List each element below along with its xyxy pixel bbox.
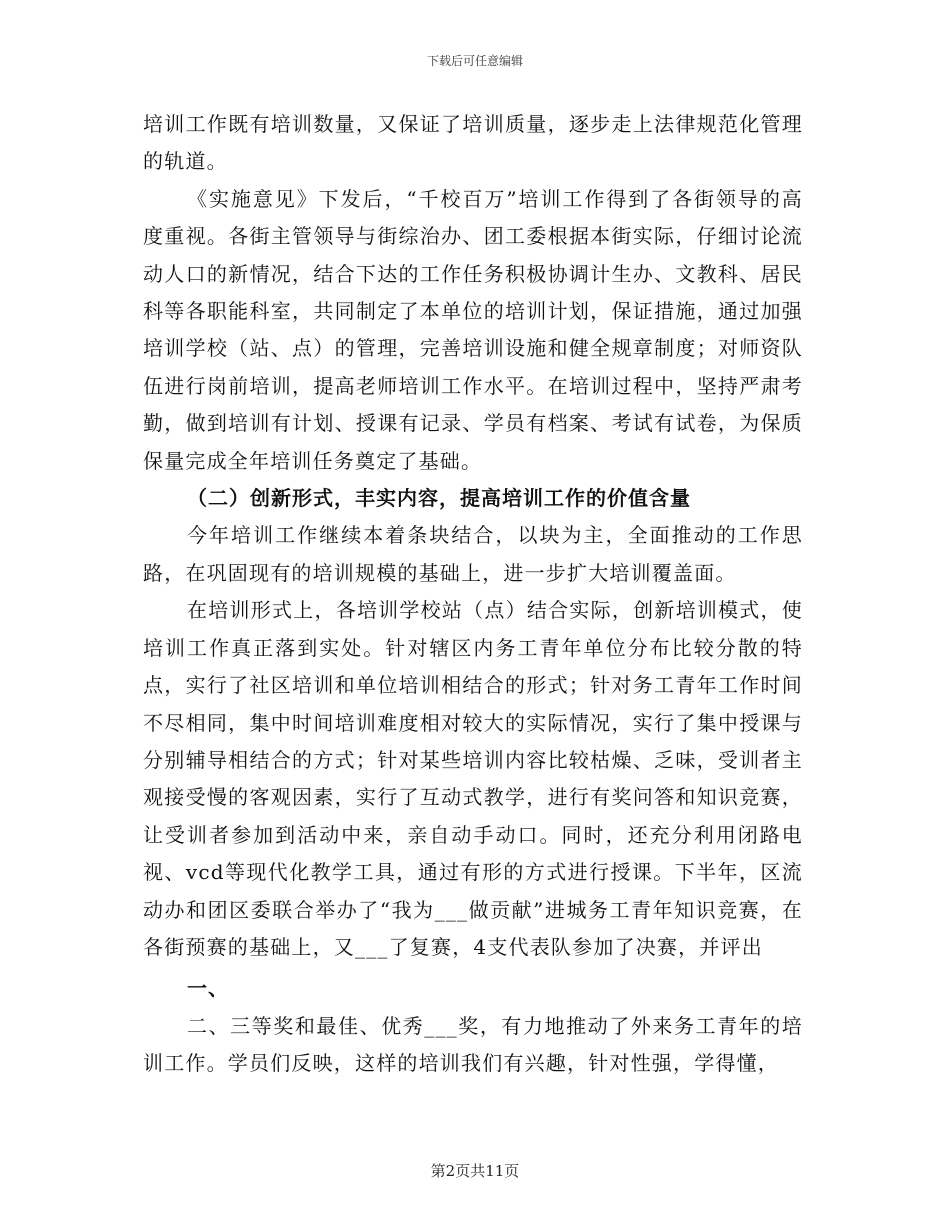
page-number: 第2页共11页 [430,1162,520,1180]
paragraph-continuation: 培训工作既有培训数量，又保证了培训质量，逐步走上法律规范化管理的轨道。 [143,112,803,174]
paragraph-implementation: 《实施意见》下发后，“千校百万”培训工作得到了各街领导的高度重视。各街主管领导与街综治办、团工委根据本街实际，仔细讨论流动人口的新情况，结合下达的工作任务积极协调计生办、文教科、居民科等各职能科室，共同制定了本单位的培训计划，保证措施，通过加强培训学校（站、点）的管理，完善培训设施和健全规章制度；对师资队伍进行岗前培训，提高老师培训工作水平。在培训过程中，坚持严肃考勤，做到培训有计划、授课有记录、学员有档案、考试有试卷，为保质保量完成全年培训任务奠定了基础。 [143,186,803,473]
page-header: 下载后可任意编辑 [426,54,523,68]
paragraph-training-approach: 今年培训工作继续本着条块结合，以块为主，全面推动的工作思路，在巩固现有的培训规模的基础上，进一步扩大培训覆盖面。 [143,523,803,585]
paragraph-awards: 二、三等奖和最佳、优秀___奖，有力地推动了外来务工青年的培训工作。学员们反映，这样的培训我们有兴趣，针对性强，学得懂， [143,1013,803,1076]
document-body [143,106,803,1083]
section-heading: （二）创新形式，丰实内容，提高培训工作的价值含量 [187,486,691,511]
list-heading-one: 一、 [187,976,229,1001]
paragraph-training-form: 在培训形式上，各培训学校站（点）结合实际，创新培训模式，使培训工作真正落到实处。针对辖区内务工青年单位分布比较分散的特点，实行了社区培训和单位培训相结合的形式；针对务工青年工作时间不尽相同，集中时间培训难度相对较大的实际情况，实行了集中授课与分别辅导相结合的方式；针对某些培训内容比较枯燥、乏味，受训者主观接受慢的客观因素，实行了互动式教学，进行有奖问答和知识竞赛，让受训者参加到活动中来，亲自动手动口。同时，还充分利用闭路电视、vcd等现代化教学工具，通过有形的方式进行授课。下半年，区流动办和团区委联合举办了“我为___做贡献”进城务工青年知识竞赛，在各街预赛的基础上，又___了复赛，4支代表队参加了决赛，并评出 [143,598,803,959]
